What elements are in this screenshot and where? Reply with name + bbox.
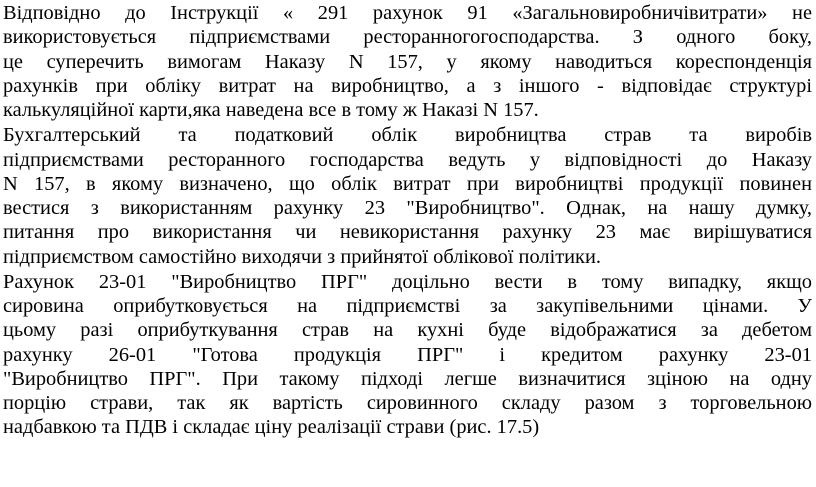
text-line: надбавкою та ПДВ і складає ціну реалізації страви (рис. 17.5) [3,416,540,439]
paragraph-production-accounting [3,122,812,269]
text-line: вестися з використанням рахунку 23 "Виробництво". Однак, на нашу думку, [3,197,812,219]
text-line: цьому разі оприбуткування страв на кухні буде відображатися за дебетом [3,319,812,342]
text-line: N 157, в якому визначено, що облік витрат при виробництві продукції повинен [3,172,812,195]
text-line: Відповідно до Інструкції « 291 рахунок 91 «Загальновиробничівитрати» не [3,2,812,24]
paragraph-instruction-account-91 [3,0,812,122]
text-line: використовується підприємствами ресторанногогосподарства. З одного боку, [3,26,812,49]
text-line: Рахунок 23-01 "Виробництво ПРГ" доцільно вести в тому випадку, якщо [3,270,812,293]
text-line: рахунку 26-01 "Готова продукція ПРГ" і кредитом рахунку 23-01 [3,343,812,366]
text-line: калькуляційної карти,яка наведена все в тому ж Наказі N 157. [3,99,539,121]
text-line: підприємствами ресторанного господарства ведуть у відповідності до Наказу [3,148,812,171]
text-line: питання про використання чи невикористання рахунку 23 має вирішуватися [3,221,812,244]
text-line: це суперечить вимогам Наказу N 157, у якому наводиться кореспонденція [3,50,812,73]
text-line: сировина оприбутковується на підприємстві за закупівельними цінами. У [3,295,812,317]
text-line: "Виробництво ПРГ". При такому підході легше визначитися зціною на одну [3,367,812,390]
text-line: підприємством самостійно виходячи з прийнятої облікової політики. [3,245,601,268]
paragraph-account-23-01 [3,269,812,440]
text-line: Бухгалтерський та податковий облік виробництва страв та виробів [3,124,812,147]
text-line: порцію страви, так як вартість сировинного складу разом з торговельною [3,392,812,414]
text-line: рахунків при обліку витрат на виробництво, а з іншого - відповідає структурі [3,74,812,97]
